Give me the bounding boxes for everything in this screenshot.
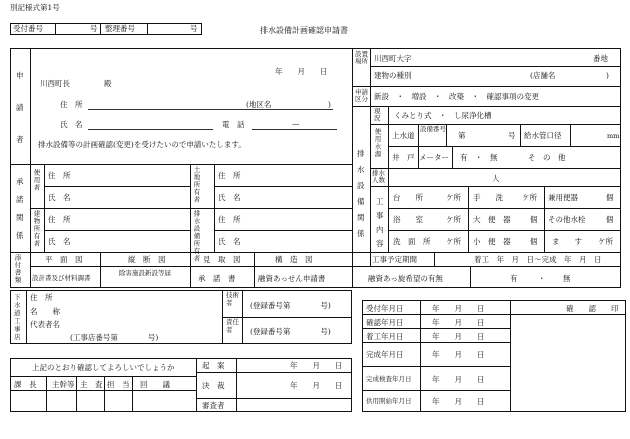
app-type-label: 申請区分 [355, 88, 368, 104]
side-label: 係 [357, 229, 365, 238]
bath-label: 浴 室 [393, 215, 423, 224]
ymd-label: 年 月 日 [432, 397, 485, 406]
stamp-shusa: 主 査 [80, 380, 103, 389]
applicant-name-label: 氏 名 [60, 120, 83, 129]
reg-no-label: (登録番号第 号) [250, 301, 331, 310]
side-label: 事 [14, 325, 21, 333]
kessai-label: 決 裁 [202, 381, 225, 390]
confirm-stamp-label: 確 認 印 [566, 304, 619, 313]
record-row-label: 完成年月日 [366, 350, 404, 359]
hand-wash-label: 手 洗 [473, 193, 503, 202]
city-water-label: 上水道 [392, 131, 415, 140]
big-toilet-label: 大 便 器 [473, 215, 511, 224]
wash-label: 洗 面 所 [393, 237, 431, 246]
side-label: 容 [376, 239, 384, 248]
tel-dash: — [292, 119, 300, 128]
address-label: 住 所 [218, 171, 241, 180]
period-value: 着工 年 月 日〜完成 年 月 日 [474, 255, 602, 264]
shinsa-label: 審査者 [202, 401, 225, 410]
water-src-label: 使用水源 [373, 128, 382, 158]
building-type-label: 建物の種別 [374, 71, 412, 80]
name-label: 氏 名 [48, 237, 71, 246]
store-name-label: (店舗名 [530, 71, 556, 80]
location-value: 川西町大字 [374, 54, 412, 63]
paren-close: ) [328, 100, 331, 109]
side-label: 設 [357, 181, 365, 190]
ymd-label: 年 月 日 [290, 381, 343, 390]
ko-unit: 個 [530, 237, 538, 246]
applicant-address-label: 住 所 [60, 100, 83, 109]
people-label: 排水人数 [372, 169, 385, 185]
app-type-value: 新設 ・ 増設 ・ 改築 ・ 確認事項の変更 [374, 92, 539, 101]
combo-label: 兼用便器 [548, 193, 578, 202]
ko-unit: 個 [606, 193, 614, 202]
mayor-label: 川西町長 [40, 79, 70, 88]
side-label: 請 [16, 103, 24, 112]
places-unit: ケ所 [598, 237, 613, 246]
dono-label: 殿 [104, 79, 112, 88]
paren-close: ) [606, 71, 609, 80]
ko-unit: 個 [606, 215, 614, 224]
ymd-label: 年 月 日 [432, 318, 485, 327]
places-unit: ケ所 [522, 193, 537, 202]
mm-unit: mm [607, 132, 620, 140]
receipt-no-label: 受付番号 [13, 24, 43, 33]
other-label: そ の 他 [528, 153, 566, 162]
record-row-label: 完成検査年月日 [366, 375, 412, 383]
side-label: 承 [16, 177, 24, 186]
ko-unit: 個 [530, 215, 538, 224]
record-row-label: 確認年月日 [366, 318, 404, 327]
contractor-rep-label: 代表者名 [30, 320, 60, 329]
side-label: 諾 [16, 195, 24, 204]
tech-label: 技術者 [226, 291, 239, 307]
reg-no-label: (登録番号第 号) [250, 327, 331, 336]
address-label: 住 所 [218, 215, 241, 224]
no-option: 無 [563, 274, 571, 283]
go-label: 号 [508, 131, 516, 140]
district-label: (地区名 [246, 100, 272, 109]
banchi-label: 番地 [593, 54, 608, 63]
contractor-address-label: 住 所 [30, 293, 53, 302]
side-label: 排 [357, 149, 365, 158]
places-unit: ケ所 [446, 237, 461, 246]
contractor-name-label: 名 称 [30, 307, 60, 316]
side-label: 内 [376, 225, 384, 234]
ymd-label: 年 月 日 [432, 375, 485, 384]
places-unit: ケ所 [446, 215, 461, 224]
other-sink-label: その他水栓 [548, 215, 586, 224]
side-label: 工 [376, 197, 384, 206]
name-label: 氏 名 [48, 193, 71, 202]
dot-separator: ・ [538, 274, 546, 283]
doc-design: 設計書及び材料調書 [32, 274, 91, 282]
name-label: 氏 名 [218, 237, 241, 246]
land-owner-label: 土地所有者 [192, 166, 201, 204]
ymd-label: 年 月 日 [432, 332, 485, 341]
application-statement: 排水設備等の計画確認(変更)を受けたいので申請いたします。 [38, 140, 246, 149]
form-title: 排水設備計画確認申請書 [260, 26, 348, 35]
stamp-shukan: 主幹等 [52, 380, 75, 389]
record-row-label: 受付年月日 [366, 304, 404, 313]
places-unit: ケ所 [446, 193, 461, 202]
dai-label: 第 [458, 131, 466, 140]
period-label: 工事予定期間 [372, 255, 417, 264]
pipe-label: 給水管口径 [524, 131, 562, 140]
side-label: 水 [357, 165, 365, 174]
doc-mediation: 融資あっせん申請書 [258, 274, 326, 283]
kitchen-label: 台 所 [393, 193, 423, 202]
ari-nashi: 有 ・ 無 [460, 153, 498, 162]
doc-consent: 承 諾 書 [198, 274, 236, 283]
user-label: 使用者 [32, 169, 41, 192]
kian-label: 起 案 [202, 361, 225, 370]
side-label: 工 [14, 317, 21, 325]
mediation-wish: 融資あっ旋希望の有無 [368, 274, 443, 283]
side-label: 関 [357, 213, 365, 222]
ymd-label: 年 月 日 [432, 350, 485, 359]
small-toilet-label: 小 便 器 [473, 237, 511, 246]
stamp-kaigi: 回 議 [140, 380, 170, 389]
side-label: 申 [16, 71, 24, 80]
stamp-tanto: 担 当 [107, 380, 130, 389]
equip-no-label: 設備番号 [420, 125, 446, 133]
record-row-label: 着工年月日 [366, 332, 404, 341]
go-label: 号 [90, 24, 98, 33]
doc-plan: 平 面 図 [45, 255, 83, 264]
drain-owner-label: 排水設備所有者 [192, 210, 201, 263]
stamp-kacho: 課 長 [14, 380, 37, 389]
side-label: 係 [16, 231, 24, 240]
side-label: 店 [14, 333, 21, 341]
ref-no-label: 整理番号 [105, 24, 135, 33]
application-date: 年 月 日 [275, 67, 328, 76]
store-no-label: (工事店番号第 号) [70, 333, 159, 342]
side-label: 備 [357, 197, 365, 206]
meter-label: メーター [419, 153, 449, 162]
name-label: 氏 名 [218, 193, 241, 202]
doc-sketch: 見 取 図 [203, 255, 241, 264]
yes-option: 有 [510, 274, 518, 283]
current-value: くみとり式 ・ し尿浄化槽 [394, 111, 492, 120]
doc-structure: 構 造 図 [275, 255, 313, 264]
current-label: 現況 [374, 107, 381, 123]
side-label: 水 [14, 301, 21, 309]
side-label: 関 [16, 213, 24, 222]
approval-question: 上記のとおり確認してよろしいでしょうか [32, 363, 175, 372]
go-label: 号 [190, 24, 198, 33]
doc-removal: 除害施設新設等届 [119, 269, 171, 277]
address-label: 住 所 [48, 171, 71, 180]
docs-label: 添付書類 [13, 254, 22, 284]
ymd-label: 年 月 日 [290, 361, 343, 370]
side-label: 事 [376, 211, 384, 220]
tel-label: 電 話 [222, 120, 245, 129]
doc-section: 縦 断 図 [128, 255, 166, 264]
side-label: 道 [14, 309, 21, 317]
well-label: 井 戸 [392, 153, 415, 162]
form-number: 別記様式第1号 [10, 3, 60, 12]
location-label: 設置場所 [355, 50, 368, 66]
owner-label: 責任者 [226, 318, 239, 334]
masu-label: ま す [552, 237, 582, 246]
address-label: 住 所 [48, 215, 71, 224]
building-owner-label: 建物所有者 [32, 210, 41, 248]
record-row-label: 供用開始年月日 [366, 397, 412, 405]
side-label: 者 [16, 135, 24, 144]
ymd-label: 年 月 日 [432, 304, 485, 313]
side-label: 下 [14, 293, 21, 301]
nin-unit: 人 [492, 174, 500, 183]
